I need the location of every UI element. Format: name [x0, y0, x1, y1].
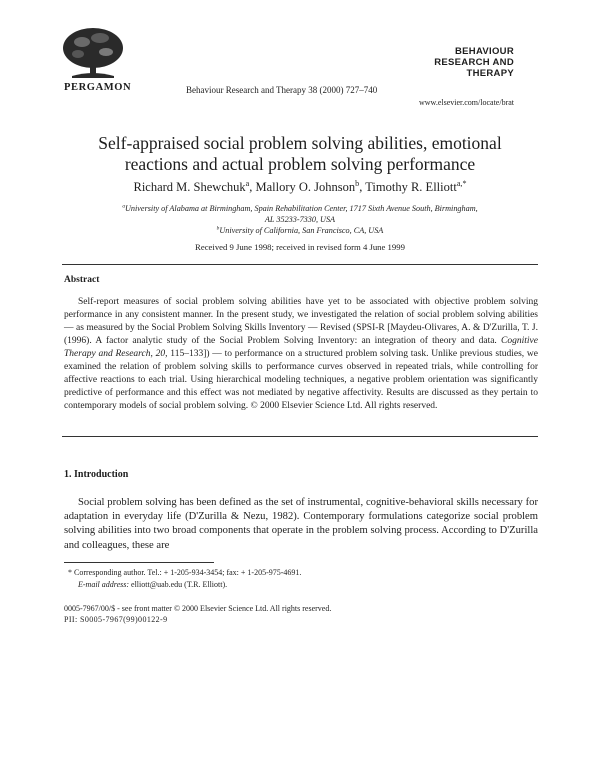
abstract-heading: Abstract	[64, 275, 100, 285]
abstract-volume-italic: 20	[155, 349, 166, 359]
abstract-journal-italic: Cognitive Therapy and Research	[64, 336, 538, 359]
affiliation-a-line-1: University of Alabama at Birmingham, Spain Rehabilitation Center, 1717 Sixth Avenue South, Birmingham,	[125, 204, 478, 213]
pii-identifier: PII: S0005-7967(99)00122-9	[64, 615, 168, 624]
author-mark: a	[245, 178, 250, 188]
abstract-part-1: Self-report measures of social problem solving abilities have yet to be associated with objective problem solving performance in any consistent manner. In the present study, we investigated the relation of social problem solving abilities — as measured by the Social Problem Solving Skills Inventory — Revised (SPSI-R [Maydeu-Olivares, A. & D'Zurilla, T. J. (1996). A factor analytic study of the Social Problem Solving Inventory: an integration of theory and data.	[64, 297, 538, 346]
author-mark: b	[355, 178, 360, 188]
article-title-line-1: Self-appraised social problem solving abilities, emotional	[98, 133, 502, 153]
journal-title-line-1: BEHAVIOUR	[455, 46, 514, 57]
affiliation-a	[60, 204, 540, 225]
author-list: Richard M. Shewchuk$^a$, Mallory O. Johnson$^b$, Timothy R. Elliott$^{a,*}$	[133, 178, 467, 194]
journal-url[interactable]: www.elsevier.com/locate/brat	[419, 98, 514, 107]
article-title	[60, 133, 540, 175]
section-heading-introduction: 1. Introduction	[64, 469, 129, 480]
author-name: Richard M. Shewchuk	[133, 180, 246, 194]
abstract-bottom-rule	[62, 436, 538, 437]
introduction-paragraph: Social problem solving has been defined as the set of instrumental, cognitive-behavioral skills necessary for adaptation in everyday life (D'Zurilla & Nezu, 1982). Contemporary formulations categorize social problem solving abilities into two broad components that operate in the problem solving process. According to D'Zurilla and colleagues, these are	[64, 497, 538, 551]
abstract-top-rule	[62, 264, 538, 265]
publisher-name: PERGAMON	[64, 82, 132, 93]
author-mark: a,*	[456, 178, 467, 188]
abstract-text	[64, 296, 538, 413]
journal-citation: Behaviour Research and Therapy 38 (2000) 727–740	[186, 85, 378, 95]
footnote-rule	[64, 562, 214, 563]
journal-title-line-2: RESEARCH AND	[434, 57, 514, 68]
journal-title-line-3: THERAPY	[466, 68, 514, 79]
received-dates: Received 9 June 1998; received in revised form 4 June 1999	[195, 242, 405, 252]
pergamon-tree-logo	[60, 26, 128, 80]
affiliation-b-text: University of California, San Francisco, CA, USA	[219, 226, 384, 235]
abstract-part-2: ,	[150, 349, 156, 359]
affiliation-a-line-2: AL 35233-7330, USA	[264, 214, 336, 224]
corresponding-author-note: * Corresponding author. Tel.: + 1-205-934-3454; fax: + 1-205-975-4691.	[68, 568, 302, 577]
email-note	[78, 580, 227, 590]
affiliation-b	[60, 226, 540, 237]
abstract-part-3: , 115–133]) — to performance on a structured problem solving task. Unlike previous studies, we examined the relation of problem solving skills to performance curves observed in repeated trials, while controlling for affective reactions to each trial. Using hierarchical modeling techniques, a negative problem orientation was significantly predictive of performance and this effect was not mediated by negative affectivity. Results are discussed as they pertain to contemporary models of social problem solving. © 2000 Elsevier Science Ltd. All rights reserved.	[64, 349, 538, 411]
article-title-line-2: reactions and actual problem solving performance	[124, 154, 476, 174]
author-name: Mallory O. Johnson	[255, 180, 356, 194]
copyright-line: 0005-7967/00/$ - see front matter © 2000 Elsevier Science Ltd. All rights reserved.	[64, 604, 332, 613]
affiliation-b-mark: b	[216, 225, 220, 232]
email-label: E-mail address:	[78, 580, 130, 589]
email-value[interactable]: elliott@uab.edu (T.R. Elliott).	[129, 580, 228, 589]
affiliation-a-mark: a	[122, 203, 126, 210]
journal-title	[434, 46, 514, 79]
author-name: Timothy R. Elliott	[365, 180, 457, 194]
